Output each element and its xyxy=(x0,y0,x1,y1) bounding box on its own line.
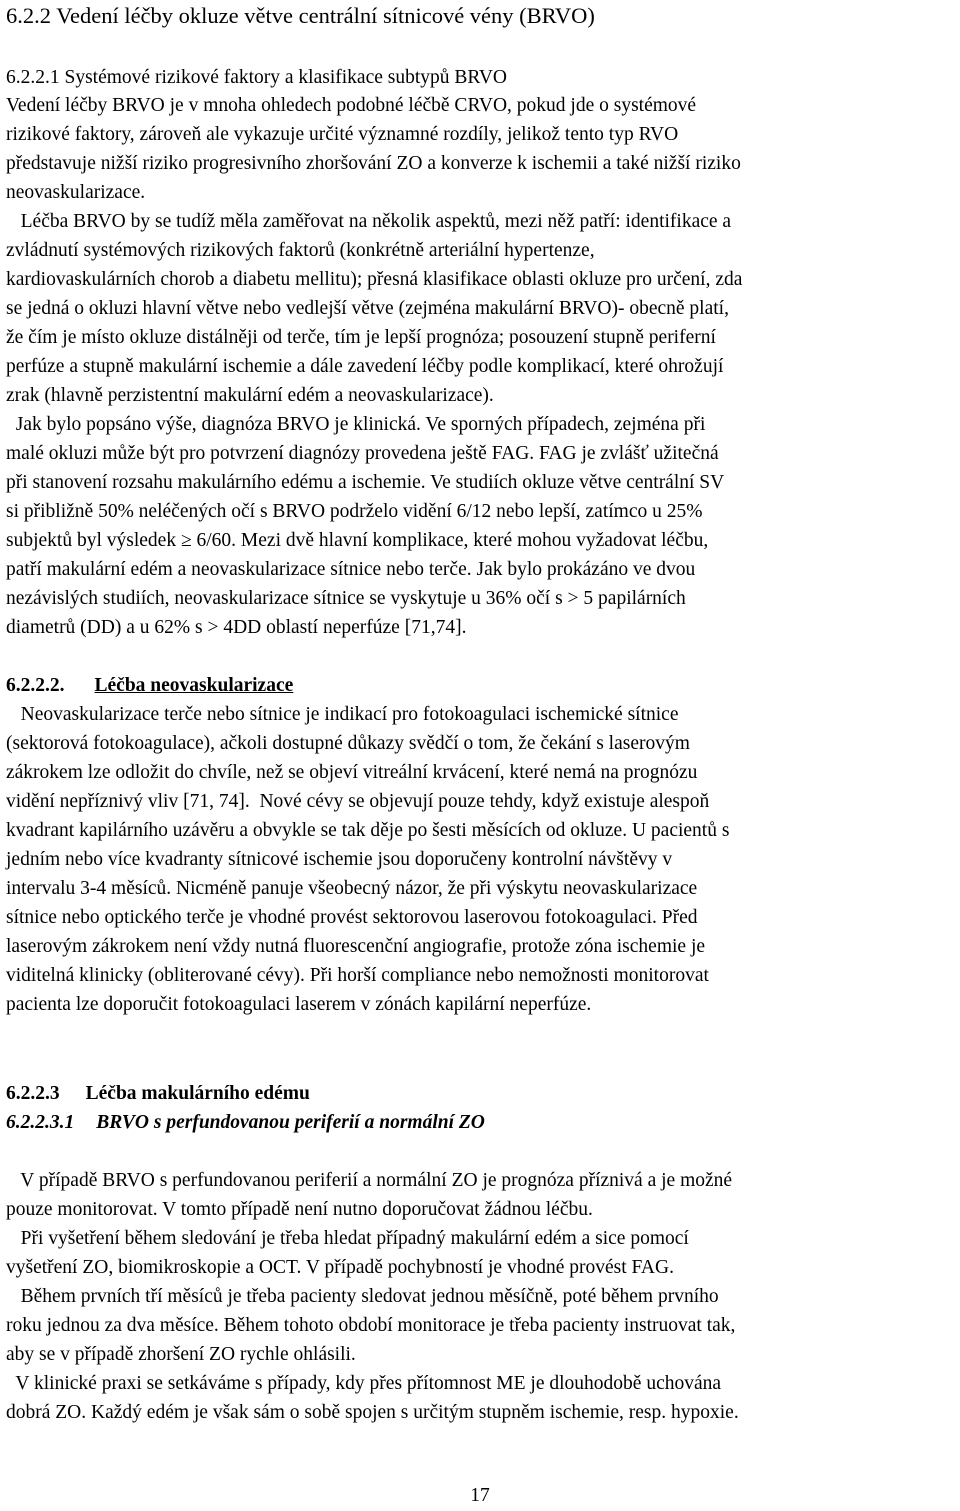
text-line: Během prvních tří měsíců je třeba pacienty sledovat jednou měsíčně, poté během prvního xyxy=(6,1286,719,1307)
text-line: subjektů byl výsledek ≥ 6/60. Mezi dvě hlavní komplikace, které mohou vyžadovat léčbu, xyxy=(6,530,709,551)
text-line: V klinické praxi se setkáváme s případy, kdy přes přítomnost ME je dlouhodobě uchována xyxy=(6,1373,722,1394)
text-line: diametrů (DD) a u 62% s > 4DD oblastí neperfúze [71,74]. xyxy=(6,617,467,638)
text-line: roku jednou za dva měsíce. Během tohoto období monitorace je třeba pacienty instruovat tak, xyxy=(6,1315,736,1336)
text-line: aby se v případě zhoršení ZO rychle ohlásili. xyxy=(6,1344,356,1365)
text-line: Jak bylo popsáno výše, diagnóza BRVO je klinická. Ve sporných případech, zejména při xyxy=(6,414,706,435)
subsection-heading-6-2-2-3-1 xyxy=(6,1111,485,1135)
text-line: si přibližně 50% neléčených očí s BRVO podrželo vidění 6/12 nebo lepší, zatímco u 25% xyxy=(6,501,703,522)
text-line: (sektorová fotokoagulace), ačkoli dostupné důkazy svědčí o tom, že čekání s laserovým xyxy=(6,733,690,754)
text-line: Léčba BRVO by se tudíž měla zaměřovat na několik aspektů, mezi něž patří: identifikace a xyxy=(6,211,732,232)
page-number: 17 xyxy=(470,1485,490,1506)
text-line: Vedení léčby BRVO je v mnoha ohledech podobné léčbě CRVO, pokud jde o systémové xyxy=(6,95,697,116)
text-line: kardiovaskulárních chorob a diabetu mellitu); přesná klasifikace oblasti okluze pro určení, zda xyxy=(6,269,743,290)
section-heading: 6.2.2 Vedení léčby okluze větve centrální sítnicové vény (BRVO) xyxy=(6,3,595,28)
subsection-heading-6-2-2-1 xyxy=(6,66,507,90)
text-line: při stanovení rozsahu makulárního edému a ischemie. Ve studiích okluze větve centrální SV xyxy=(6,472,725,493)
subsection-number: 6.2.2.3 xyxy=(6,1083,60,1104)
text-line: patří makulární edém a neovaskularizace sítnice nebo terče. Jak bylo prokázáno ve dvou xyxy=(6,559,696,580)
text-line: vidění nepříznivý vliv [71, 74]. Nové cévy se objevují pouze tehdy, když existuje alespoň xyxy=(6,791,710,812)
text-line: zákrokem lze odložit do chvíle, než se objeví vitreální krvácení, které nemá na prognózu xyxy=(6,762,698,783)
text-line: V případě BRVO s perfundovanou periferií a normální ZO je prognóza příznivá a je možné xyxy=(6,1170,733,1191)
text-line: laserovým zákrokem není vždy nutná fluorescenční angiografie, protože zóna ischemie je xyxy=(6,936,706,957)
text-line: zrak (hlavně perzistentní makulární edém a neovaskularizace). xyxy=(6,385,494,406)
text-line: že čím je místo okluze distálněji od terče, tím je lepší prognóza; posouzení stupně periferní xyxy=(6,327,716,348)
subsection-number: 6.2.2.3.1 xyxy=(6,1112,75,1133)
subsection-number: 6.2.2.2. xyxy=(6,675,65,696)
text-line: dobrá ZO. Každý edém je však sám o sobě spojen s určitým stupněm ischemie, resp. hypoxie. xyxy=(6,1402,739,1423)
subsection-title: Léčba neovaskularizace xyxy=(94,675,294,696)
subsection-heading-6-2-2-3 xyxy=(6,1082,310,1106)
text-line: pouze monitorovat. V tomto případě není nutno doporučovat žádnou léčbu. xyxy=(6,1199,593,1220)
subsection-number: 6.2.2.1 xyxy=(6,67,60,88)
text-line: pacienta lze doporučit fotokoagulaci laserem v zónách kapilární neperfúze. xyxy=(6,994,592,1015)
text-line: intervalu 3-4 měsíců. Nicméně panuje všeobecný názor, že při výskytu neovaskularizace xyxy=(6,878,698,899)
text-line: jedním nebo více kvadranty sítnicové ischemie jsou doporučeny kontrolní návštěvy v xyxy=(6,849,673,870)
text-line: neovaskularizace. xyxy=(6,182,146,203)
text-line: nezávislých studiích, neovaskularizace sítnice se vyskytuje u 36% očí s > 5 papilárních xyxy=(6,588,686,609)
text-line: Při vyšetření během sledování je třeba hledat případný makulární edém a sice pomocí xyxy=(6,1228,689,1249)
subsection-title: Léčba makulárního edému xyxy=(85,1083,310,1104)
text-line: Neovaskularizace terče nebo sítnice je indikací pro fotokoagulaci ischemické sítnice xyxy=(6,704,679,725)
text-line: vyšetření ZO, biomikroskopie a OCT. V případě pochybností je vhodné provést FAG. xyxy=(6,1257,674,1278)
text-line: představuje nižší riziko progresivního zhoršování ZO a konverze k ischemii a také nižší riziko xyxy=(6,153,741,174)
text-line: zvládnutí systémových rizikových faktorů (konkrétně arteriální hypertenze, xyxy=(6,240,595,261)
text-line: kvadrant kapilárního uzávěru a obvykle se tak děje po šesti měsících od okluze. U pacientů s xyxy=(6,820,730,841)
text-line: perfúze a stupně makulární ischemie a dále zavedení léčby podle komplikací, které ohrožují xyxy=(6,356,724,377)
subsection-title: Systémové rizikové faktory a klasifikace subtypů BRVO xyxy=(59,67,508,88)
text-line: malé okluzi může být pro potvrzení diagnózy provedena ještě FAG. FAG je zvlášť užitečná xyxy=(6,443,719,464)
text-line: viditelná klinicky (obliterované cévy). Při horší compliance nebo nemožnosti monitorovat xyxy=(6,965,709,986)
text-line: se jedná o okluzi hlavní větve nebo vedlejší větve (zejména makulární BRVO)- obecně platí, xyxy=(6,298,729,319)
subsection-heading-6-2-2-2 xyxy=(6,674,293,698)
subsection-title: BRVO s perfundovanou periferií a normální ZO xyxy=(96,1112,485,1133)
text-line: rizikové faktory, zároveň ale vykazuje určité významné rozdíly, jelikož tento typ RVO xyxy=(6,124,679,145)
text-line: sítnice nebo optického terče je vhodné provést sektorovou laserovou fotokoagulaci. Před xyxy=(6,907,698,928)
